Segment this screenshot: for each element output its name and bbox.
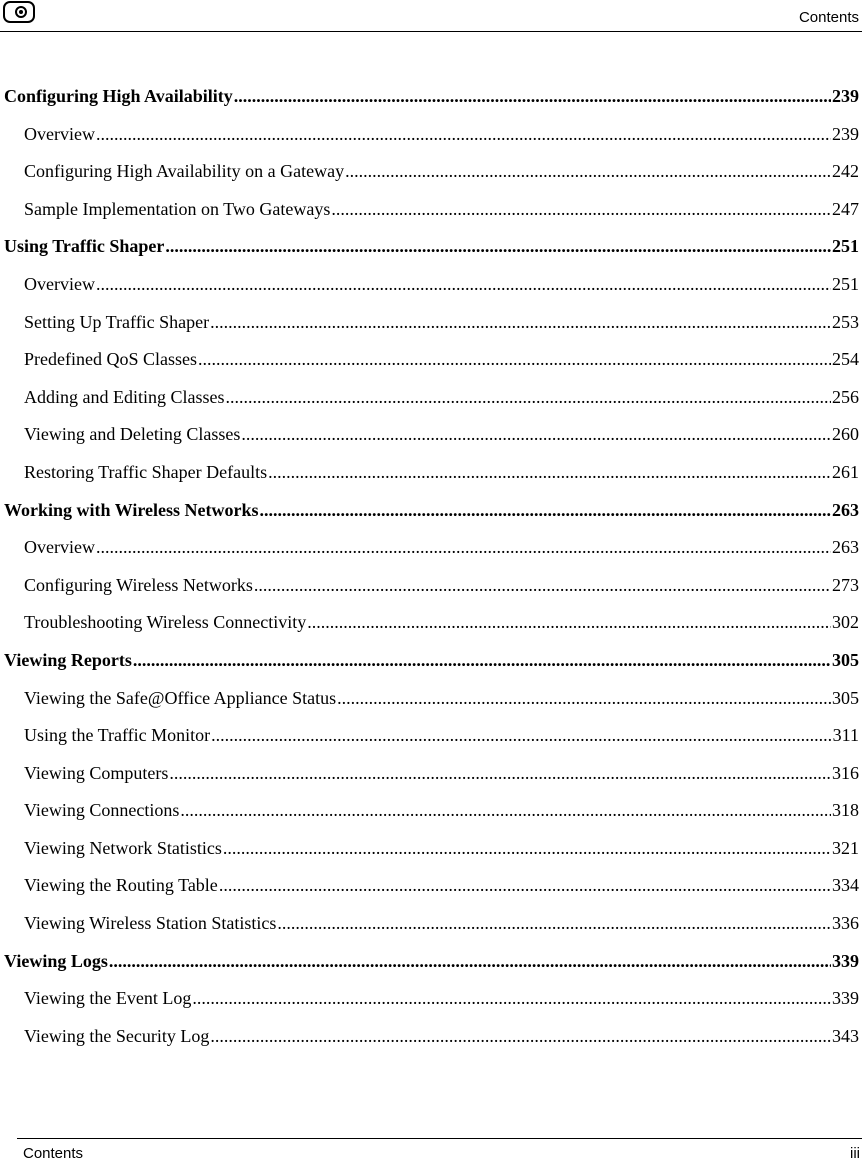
toc-dot-leader [234,81,831,111]
toc-entry-title: Sample Implementation on Two Gateways [24,198,331,219]
toc-chapter-entry[interactable] [4,495,859,533]
page-footer [17,1138,862,1162]
toc-dot-leader [180,795,831,825]
toc-dot-leader [96,119,831,149]
toc-entry-page-number: 336 [832,913,859,934]
toc-chapter-entry[interactable] [4,946,859,984]
toc-dot-leader [254,570,831,600]
toc-entry-title: Using Traffic Shaper [4,236,165,257]
toc-section-entry[interactable] [4,833,859,871]
toc-entry-title: Viewing and Deleting Classes [24,424,241,445]
toc-dot-leader [219,870,831,900]
toc-section-entry[interactable] [4,119,859,157]
toc-section-entry[interactable] [4,382,859,420]
toc-dot-leader [211,720,831,750]
toc-dot-leader [198,344,831,374]
toc-entry-page-number: 247 [832,198,859,219]
toc-entry-page-number: 305 [832,687,859,708]
toc-section-entry[interactable] [4,194,859,232]
toc-entry-page-number: 339 [832,988,859,1009]
toc-entry-title: Troubleshooting Wireless Connectivity [24,612,307,633]
toc-entry-page-number: 261 [832,461,859,482]
toc-entry-page-number: 239 [832,123,859,144]
toc-entry-page-number: 305 [832,649,859,670]
toc-section-entry[interactable] [4,532,859,570]
toc-dot-leader [307,607,831,637]
toc-section-entry[interactable] [4,795,859,833]
toc-entry-title: Viewing Logs [4,950,108,971]
toc-entry-title: Predefined QoS Classes [24,349,197,370]
check-point-logo-icon [3,1,35,23]
toc-entry-page-number: 239 [832,86,859,106]
toc-dot-leader [260,495,831,525]
toc-entry-title: Setting Up Traffic Shaper [24,311,210,332]
toc-dot-leader [241,419,831,449]
toc-dot-leader [133,645,831,675]
toc-entry-page-number: 334 [832,875,859,896]
toc-dot-leader [192,983,831,1013]
toc-dot-leader [96,532,831,562]
toc-dot-leader [96,269,831,299]
toc-entry-title: Configuring High Availability [4,86,233,106]
toc-entry-title: Viewing Wireless Station Statistics [24,913,277,934]
toc-section-entry[interactable] [4,1021,859,1059]
toc-entry-title: Viewing Reports [4,649,132,670]
toc-section-entry[interactable] [4,419,859,457]
toc-entry-page-number: 251 [832,273,859,294]
toc-entry-title: Configuring Wireless Networks [24,574,253,595]
toc-entry-page-number: 273 [832,574,859,595]
toc-entry-page-number: 311 [832,725,859,746]
toc-entry-title: Overview [24,123,95,144]
toc-entry-title: Viewing the Safe@Office Appliance Status [24,687,337,708]
toc-entry-title: Overview [24,273,95,294]
toc-entry-page-number: 263 [832,537,859,558]
footer-section-label: Contents [23,1145,84,1162]
toc-entry-page-number: 321 [832,837,859,858]
toc-entry-title: Viewing the Routing Table [24,875,218,896]
toc-dot-leader [331,194,831,224]
toc-chapter-entry[interactable] [4,81,859,119]
toc-dot-leader [210,307,831,337]
toc-entry-title: Overview [24,537,95,558]
toc-dot-leader [277,908,831,938]
toc-entry-page-number: 339 [832,950,859,971]
toc-entry-page-number: 343 [832,1025,859,1046]
toc-entry-title: Using the Traffic Monitor [24,725,211,746]
toc-entry-title: Viewing Computers [24,762,169,783]
toc-dot-leader [109,946,831,976]
toc-section-entry[interactable] [4,908,859,946]
footer-page-number: iii [850,1145,860,1162]
toc-section-entry[interactable] [4,720,859,758]
toc-dot-leader [268,457,831,487]
toc-dot-leader [223,833,831,863]
header-title: Contents [798,9,859,26]
toc-entry-title: Working with Wireless Networks [4,499,259,520]
toc-entry-title: Adding and Editing Classes [24,386,225,407]
toc-entry-page-number: 318 [832,800,859,821]
table-of-contents [4,81,859,1058]
toc-chapter-entry[interactable] [4,231,859,269]
toc-entry-title: Viewing Connections [24,800,180,821]
toc-entry-title: Restoring Traffic Shaper Defaults [24,461,268,482]
toc-entry-page-number: 254 [832,349,859,370]
toc-section-entry[interactable] [4,870,859,908]
toc-section-entry[interactable] [4,307,859,345]
page-header [0,0,862,32]
toc-entry-page-number: 260 [832,424,859,445]
toc-dot-leader [165,231,831,261]
toc-dot-leader [337,683,831,713]
toc-entry-title: Viewing the Event Log [24,988,192,1009]
toc-section-entry[interactable] [4,156,859,194]
toc-entry-page-number: 316 [832,762,859,783]
toc-entry-page-number: 242 [832,161,859,182]
toc-entry-page-number: 251 [832,236,859,257]
toc-entry-page-number: 256 [832,386,859,407]
toc-entry-title: Viewing Network Statistics [24,837,222,858]
toc-entry-page-number: 253 [832,311,859,332]
toc-section-entry[interactable] [4,344,859,382]
toc-entry-page-number: 263 [832,499,859,520]
toc-chapter-entry[interactable] [4,645,859,683]
toc-section-entry[interactable] [4,983,859,1021]
toc-entry-title: Configuring High Availability on a Gateway [24,161,345,182]
toc-dot-leader [169,758,831,788]
toc-entry-title: Viewing the Security Log [24,1025,210,1046]
toc-dot-leader [210,1021,831,1051]
toc-section-entry[interactable] [4,570,859,608]
toc-section-entry[interactable] [4,683,859,721]
toc-entry-page-number: 302 [832,612,859,633]
toc-section-entry[interactable] [4,758,859,796]
toc-dot-leader [226,382,832,412]
toc-section-entry[interactable] [4,269,859,307]
toc-dot-leader [345,156,831,186]
toc-section-entry[interactable] [4,607,859,645]
toc-section-entry[interactable] [4,457,859,495]
